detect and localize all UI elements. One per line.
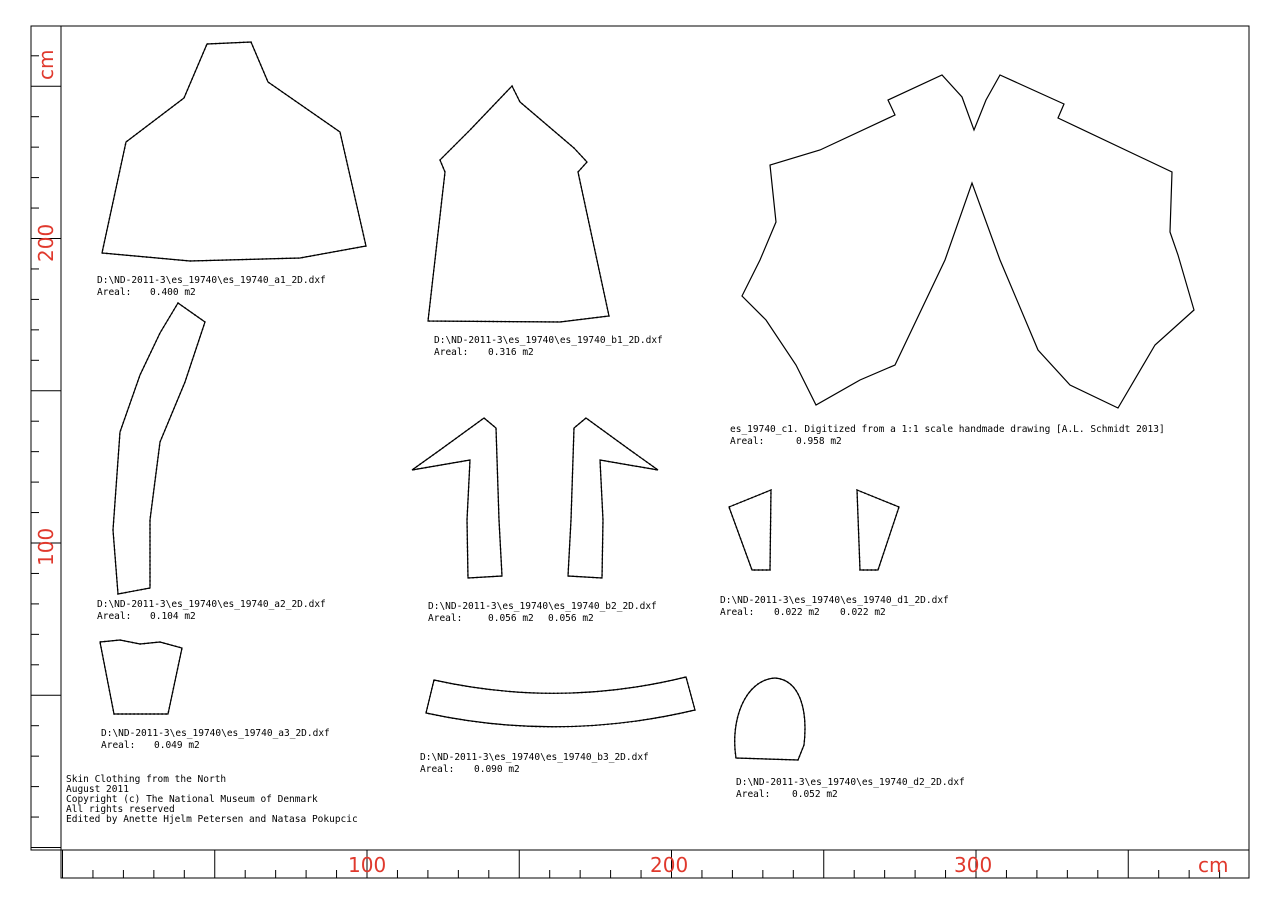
piece-a3-area-label: Areal: <box>101 740 136 751</box>
piece-c1-path: es_19740_c1. Digitized from a 1:1 scale handmade drawing [A.L. Schmidt 2013] <box>730 424 1165 435</box>
piece-b2-area-label: Areal: <box>428 613 463 624</box>
piece-a2 <box>113 303 205 594</box>
piece-a3-area: 0.049 m2 <box>154 740 200 751</box>
piece-d2-area: 0.052 m2 <box>792 789 838 800</box>
credits-rights: All rights reserved <box>66 804 175 815</box>
credits-copyright: Copyright (c) The National Museum of Denmark <box>66 794 318 805</box>
piece-b3-area-label: Areal: <box>420 764 455 775</box>
piece-d2-path: D:\ND-2011-3\es_19740\es_19740_d2_2D.dxf <box>736 777 965 788</box>
piece-b2-area: 0.056 m2 <box>488 613 534 624</box>
piece-d1-area: 0.022 m2 <box>774 607 820 618</box>
piece-d1-area-label: Areal: <box>720 607 755 618</box>
piece-b2-right <box>568 418 658 578</box>
piece-d1-right <box>857 490 899 570</box>
piece-b2-area-2: 0.056 m2 <box>548 613 594 624</box>
piece-c1-area-label: Areal: <box>730 436 765 447</box>
credits-title: Skin Clothing from the North <box>66 774 227 785</box>
x-unit-label: cm <box>1198 853 1229 877</box>
horizontal-ruler-ticks <box>63 850 1220 878</box>
piece-b1-area-label: Areal: <box>434 347 469 358</box>
y-label-100: 100 <box>34 527 58 566</box>
vertical-ruler-ticks <box>31 56 61 848</box>
piece-b1-path: D:\ND-2011-3\es_19740\es_19740_b1_2D.dxf <box>434 335 663 346</box>
piece-b3-path: D:\ND-2011-3\es_19740\es_19740_b3_2D.dxf <box>420 752 649 763</box>
piece-b1 <box>428 86 609 322</box>
piece-d2 <box>735 678 805 760</box>
piece-c1-area: 0.958 m2 <box>796 436 842 447</box>
piece-a1 <box>102 42 366 261</box>
piece-b3 <box>426 677 695 727</box>
x-label-300: 300 <box>954 853 993 877</box>
piece-a1-path: D:\ND-2011-3\es_19740\es_19740_a1_2D.dxf <box>97 275 326 286</box>
vertical-ruler <box>31 26 61 850</box>
credits-date: August 2011 <box>66 784 129 795</box>
piece-d1-area-2: 0.022 m2 <box>840 607 886 618</box>
piece-b2-path: D:\ND-2011-3\es_19740\es_19740_b2_2D.dxf <box>428 601 657 612</box>
y-unit-label: cm <box>34 49 58 80</box>
piece-a3 <box>100 640 182 714</box>
piece-c1 <box>742 75 1194 408</box>
x-label-200: 200 <box>650 853 689 877</box>
piece-a1-area-label: Areal: <box>97 287 132 298</box>
piece-b1-area: 0.316 m2 <box>488 347 534 358</box>
piece-a3-path: D:\ND-2011-3\es_19740\es_19740_a3_2D.dxf <box>101 728 330 739</box>
credits-block <box>66 774 358 825</box>
piece-d1-left <box>729 490 771 570</box>
piece-a1-area: 0.400 m2 <box>150 287 196 298</box>
piece-a2-area: 0.104 m2 <box>150 611 196 622</box>
piece-a2-area-label: Areal: <box>97 611 132 622</box>
drawing-frame <box>31 26 1249 850</box>
piece-b3-area: 0.090 m2 <box>474 764 520 775</box>
piece-b2-left <box>412 418 502 578</box>
y-label-200: 200 <box>34 223 58 262</box>
credits-editors: Edited by Anette Hjelm Petersen and Natasa Pokupcic <box>66 814 358 825</box>
piece-d1-path: D:\ND-2011-3\es_19740\es_19740_d1_2D.dxf <box>720 595 949 606</box>
piece-d2-area-label: Areal: <box>736 789 771 800</box>
x-label-100: 100 <box>348 853 387 877</box>
piece-a2-path: D:\ND-2011-3\es_19740\es_19740_a2_2D.dxf <box>97 599 326 610</box>
